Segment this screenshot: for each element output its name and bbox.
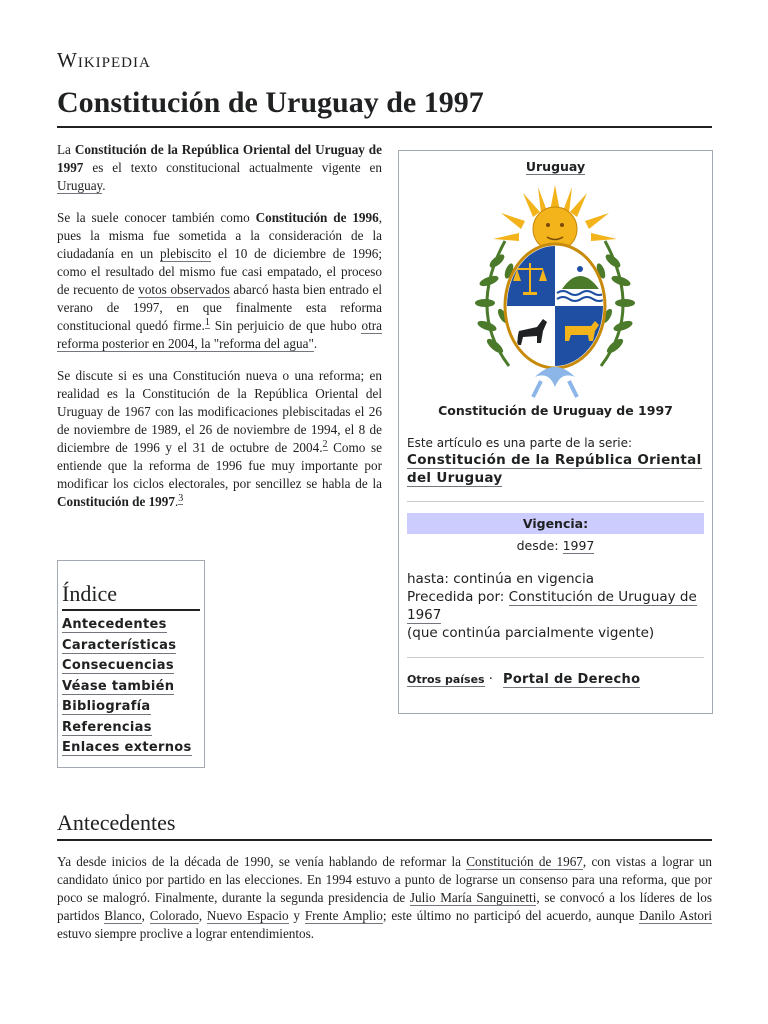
link-votos-observados[interactable]: votos observados [138, 282, 230, 297]
infobox-footer [407, 672, 640, 687]
series-link[interactable] [407, 451, 705, 487]
wikipedia-wordmark[interactable]: Wikipedia [57, 48, 151, 72]
series-intro: Este artículo es una parte de la serie: [407, 436, 633, 450]
toc-item-label[interactable]: Antecedentes [62, 617, 167, 632]
vigencia-details [407, 570, 707, 642]
toc-item-label[interactable]: Consecuencias [62, 658, 174, 673]
toc-item-label[interactable]: Enlaces externos [62, 740, 192, 755]
toc-item-label[interactable]: Véase también [62, 678, 175, 694]
link-portal-derecho[interactable]: Portal de Derecho [503, 672, 641, 687]
text: . [174, 494, 179, 509]
text: , con vistas a lograr un candidato único por partido en las elecciones. En 1994 estuvo a punto de lograrse un consenso para una reforma, que por poco se malogró. Finalmente, durante la segunda presidencia de [57, 854, 712, 905]
text: Se la suele conocer también como [57, 210, 256, 225]
reference-1[interactable]: 1 [204, 316, 210, 328]
toc-item[interactable] [62, 679, 200, 694]
coat-of-arms-icon [457, 181, 653, 399]
text: . [313, 336, 318, 351]
link-julio-maria-sanguinetti[interactable]: Julio María Sanguinetti [409, 890, 537, 905]
vigencia-header: Vigencia: [407, 513, 704, 534]
toc-title: Índice [62, 581, 200, 611]
link-otros-paises[interactable]: Otros países [407, 673, 485, 686]
text: La [57, 142, 75, 157]
link-nuevo-espacio[interactable]: Nuevo Espacio [206, 908, 289, 923]
link-frente-amplio[interactable]: Frente Amplio [304, 908, 383, 923]
toc-item[interactable] [62, 720, 200, 735]
text: estuvo siempre proclive a lograr entendimientos. [57, 926, 315, 941]
toc-item[interactable] [62, 638, 200, 653]
vigencia-desde [399, 538, 712, 553]
toc-item-label[interactable]: Referencias [62, 719, 152, 735]
toc-item[interactable] [62, 658, 200, 673]
link-plebiscito[interactable]: plebiscito [159, 246, 212, 261]
antecedentes-paragraph [57, 853, 712, 943]
toc-item-label[interactable]: Bibliografía [62, 699, 151, 714]
text: , se convocó a los líderes de los partidos [57, 890, 712, 923]
toc-item[interactable] [62, 740, 200, 755]
text: el 10 de diciembre de 1996; como el resultado del mismo fue casi empatado, el proceso de recuento de [57, 246, 382, 297]
link-uruguay-infobox[interactable]: Uruguay [525, 159, 586, 174]
lead-paragraph-1 [57, 141, 382, 195]
hasta-text: hasta: continúa en vigencia [407, 571, 594, 587]
bold-term: Constitución de 1996 [255, 210, 379, 225]
section-heading-antecedentes: Antecedentes [57, 810, 712, 841]
infobox-country [399, 159, 712, 174]
toc-item[interactable] [62, 617, 200, 632]
link-blanco[interactable]: Blanco [104, 908, 142, 923]
bold-term: Constitución de la República Oriental del Uruguay de 1997 [57, 142, 382, 175]
infobox-caption: Constitución de Uruguay de 1997 [438, 403, 673, 418]
lead-paragraph-3 [57, 367, 382, 511]
series-link-label[interactable]: Constitución de la República Oriental del Uruguay [407, 452, 702, 486]
text: Sin perjuicio de que hubo [209, 318, 362, 333]
text: , [198, 908, 207, 923]
page-title: Constitución de Uruguay de 1997 [57, 86, 712, 128]
text: es el texto constitucional actualmente vigente en [83, 160, 382, 175]
link-constitucion-1967[interactable]: Constitución de Uruguay de 1967 [407, 589, 697, 623]
table-of-contents [57, 560, 205, 768]
text: Ya desde inicios de la década de 1990, se venía hablando de reformar la [57, 854, 467, 869]
bold-term: Constitución de 1997 [57, 494, 175, 509]
text: , pues la misma fue sometida a la consideración de la ciudadanía en un [57, 210, 383, 261]
text: Se discute si es una Constitución nueva o una reforma; en realidad es la Constitución de la República Oriental del Uruguay de 1967 con las modificaciones plebiscitadas el 26 de noviembre de 1989, el 26 de noviembre de 1994, el 8 de diciembre de 1996 y el 31 de octubre de 2004. [57, 368, 382, 455]
lead-section [57, 141, 382, 525]
divider [407, 501, 704, 502]
text: , [141, 908, 150, 923]
reference-3[interactable]: 3 [178, 492, 184, 504]
text: . [102, 178, 106, 193]
precedida-row [407, 588, 707, 624]
divider [407, 657, 704, 658]
link-danilo-astori[interactable]: Danilo Astori [639, 908, 713, 923]
link-uruguay[interactable]: Uruguay [57, 178, 103, 193]
text: y [288, 908, 305, 923]
desde-label: desde: [516, 538, 563, 553]
text: Como se entiende que la reforma de 1996 fue muy importante por modificar los ciclos electorales, por sencillez se habla de la [57, 440, 382, 491]
precedida-label: Precedida por: [407, 589, 509, 605]
toc-item[interactable] [62, 699, 200, 714]
text: abarcó hasta bien entrado el verano de 1997, en que finalmente esta reforma constitucional quedó firme. [57, 282, 382, 333]
note-text: (que continúa parcialmente vigente) [407, 625, 655, 641]
link-1997[interactable]: 1997 [562, 538, 595, 553]
separator-dot: · [484, 672, 497, 687]
link-constitucion-1967[interactable]: Constitución de 1967 [466, 854, 583, 869]
link-colorado[interactable]: Colorado [149, 908, 199, 923]
link-otra-reforma[interactable]: otra reforma posterior en 2004, la "reforma del agua" [57, 318, 382, 351]
lead-paragraph-2 [57, 209, 382, 353]
toc-item-label[interactable]: Características [62, 637, 177, 653]
infobox [398, 150, 713, 714]
reference-2[interactable]: 2 [322, 438, 328, 450]
toc-list [62, 617, 200, 755]
text: ; este último no participó del acuerdo, aunque [382, 908, 640, 923]
